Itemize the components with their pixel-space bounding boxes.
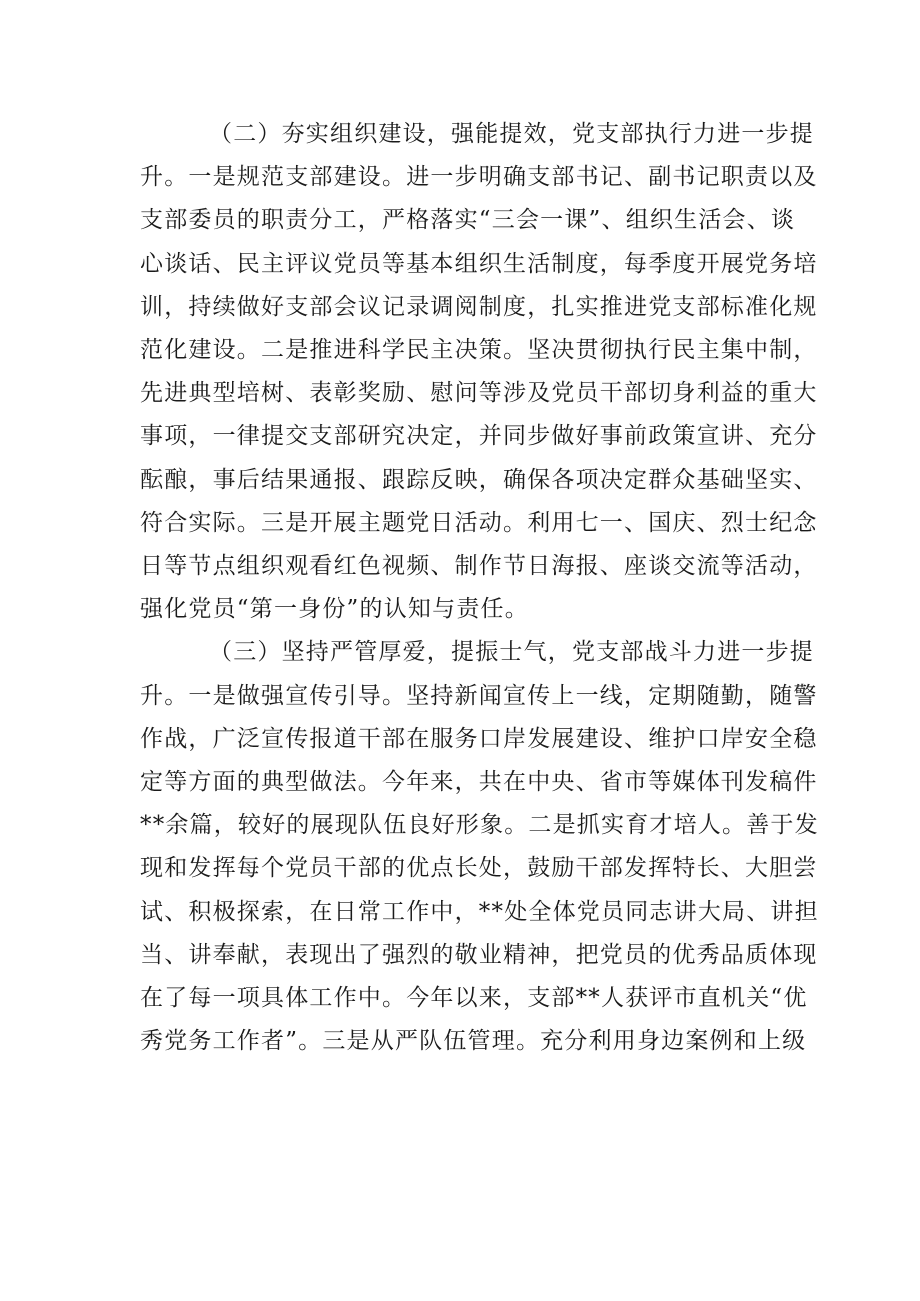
- paragraph-line: 升。一是规范支部建设。进一步明确支部书记、副书记职责以及: [140, 164, 818, 191]
- paragraph-line: 在了每一项具体工作中。今年以来，支部**人获评市直机关“优: [140, 985, 808, 1012]
- paragraph-line: 酝酿，事后结果通报、跟踪反映，确保各项决定群众基础坚实、: [140, 466, 818, 493]
- paragraph-line: （二）夯实组织建设，强能提效，党支部执行力进一步提: [209, 121, 814, 147]
- paragraph-line: 升。一是做强宣传引导。坚持新闻宣传上一线，定期随勤，随警: [140, 682, 818, 709]
- paragraph-line: 心谈话、民主评议党员等基本组织生活制度，每季度开展党务培: [140, 250, 818, 277]
- paragraph-line: 强化党员“第一身份”的认知与责任。: [140, 596, 529, 623]
- paragraph-line: 符合实际。三是开展主题党日活动。利用七一、国庆、烈士纪念: [140, 509, 818, 536]
- paragraph-2: [140, 113, 818, 631]
- paragraph-line: 现和发挥每个党员干部的优点长处，鼓励干部发挥特长、大胆尝: [140, 855, 818, 882]
- paragraph-line: （三）坚持严管厚爱，提振士气，党支部战斗力进一步提: [209, 639, 814, 666]
- paragraph-line: 定等方面的典型做法。今年来，共在中央、省市等媒体刊发稿件: [140, 769, 818, 796]
- paragraph-line: 训，持续做好支部会议记录调阅制度，扎实推进党支部标准化规: [140, 293, 818, 320]
- paragraph-line: 范化建设。二是推进科学民主决策。坚决贯彻执行民主集中制，: [140, 337, 818, 364]
- paragraph-line: **余篇，较好的展现队伍良好形象。二是抓实育才培人。善于发: [140, 812, 819, 839]
- paragraph-line: 当、讲奉献，表现出了强烈的敬业精神，把党员的优秀品质体现: [140, 941, 818, 968]
- document-body: [140, 113, 819, 1063]
- paragraph-line: 支部委员的职责分工，严格落实“三会一课”、组织生活会、谈: [140, 207, 796, 234]
- paragraph-line: 秀党务工作者”。三是从严队伍管理。充分利用身边案例和上级: [140, 1028, 807, 1055]
- paragraph-line: 作战，广泛宣传报道干部在服务口岸发展建设、维护口岸安全稳: [140, 725, 818, 752]
- paragraph-line: 试、积极探索，在日常工作中，**处全体党员同志讲大局、讲担: [140, 898, 819, 925]
- paragraph-line: 先进典型培树、表彰奖励、慰问等涉及党员干部切身利益的重大: [140, 380, 818, 407]
- paragraph-3: [140, 631, 819, 1063]
- paragraph-line: 事项，一律提交支部研究决定，并同步做好事前政策宣讲、充分: [140, 423, 818, 450]
- paragraph-line: 日等节点组织观看红色视频、制作节日海报、座谈交流等活动，: [140, 553, 818, 580]
